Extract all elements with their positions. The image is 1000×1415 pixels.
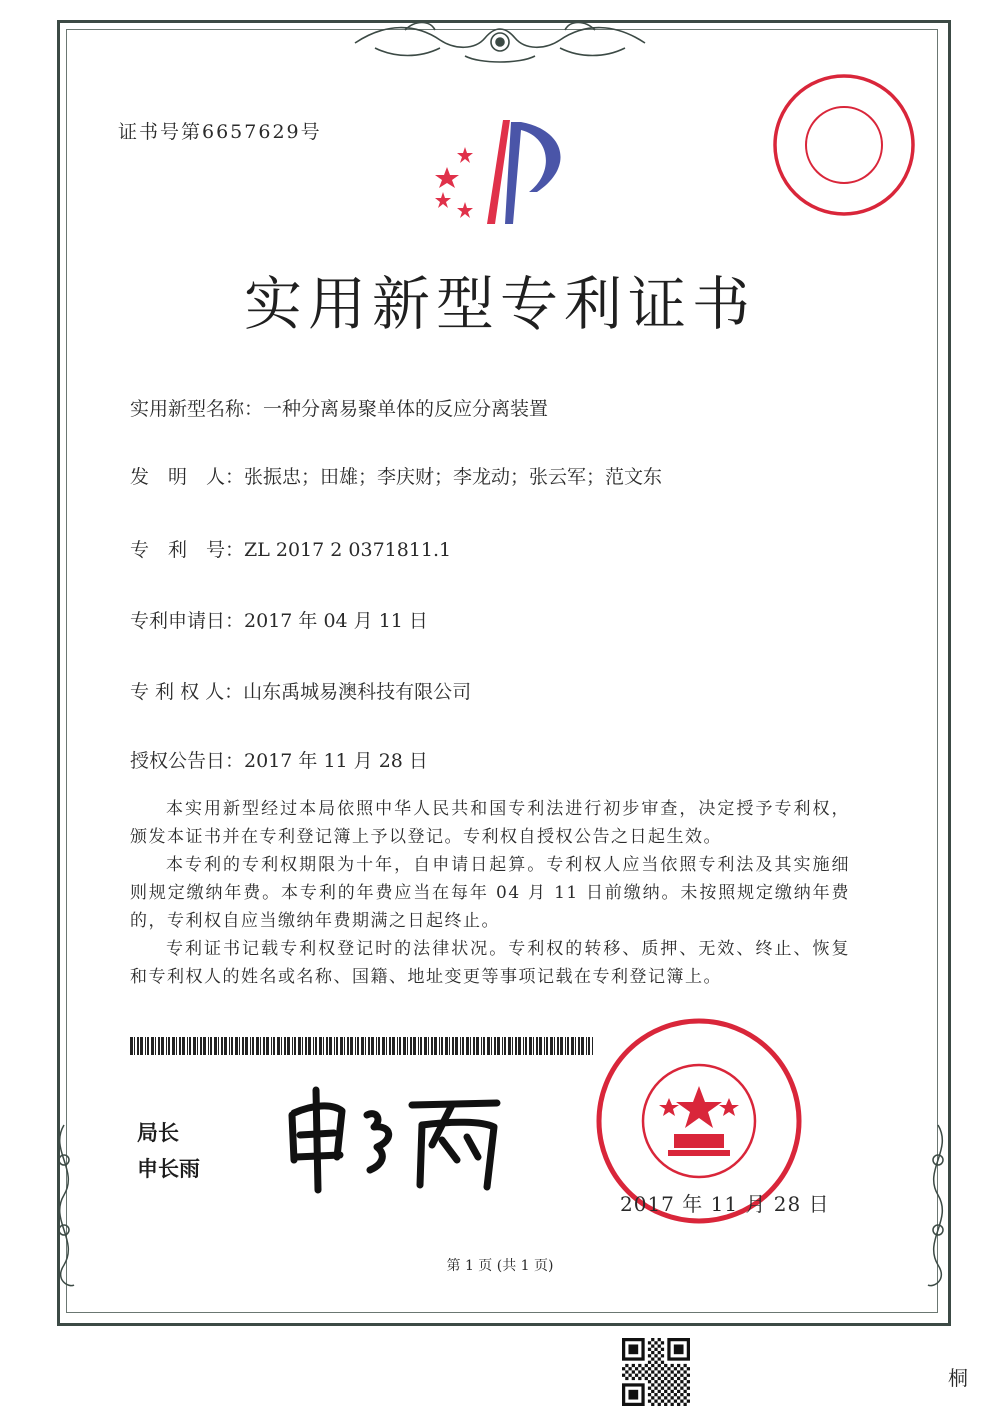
qr-code <box>622 1338 690 1406</box>
director-title: 局长 <box>137 1121 179 1145</box>
corner-character: 桐 <box>948 1366 968 1390</box>
seal-date: 2017 年 11 月 28 日 <box>620 1192 830 1216</box>
field-grant-date <box>130 746 428 773</box>
director-name: 申长雨 <box>137 1157 200 1181</box>
field-inventors <box>130 462 662 489</box>
field-patent-number <box>130 535 451 562</box>
field-patentee <box>130 677 471 704</box>
body-paragraph: 本专利的专利权期限为十年，自申请日起算。专利权人应当依照专利法及其实施细则规定缴纳年费。本专利的年费应当在每年 04 月 11 日前缴纳。未按照规定缴纳年费的，专利权自应当缴纳年费期满之日起终止。 <box>130 855 850 931</box>
certificate-title: 实用新型专利证书 <box>243 270 756 338</box>
patent-office-logo-icon <box>425 112 585 232</box>
field-label: 授权公告日： <box>130 750 245 772</box>
director-signature <box>282 1085 512 1195</box>
field-value: 一种分离易聚单体的反应分离装置 <box>263 398 549 420</box>
page-number: 第 1 页 (共 1 页) <box>446 1258 554 1274</box>
field-value: 张振忠；田雄；李庆财；李龙动；张云军；范文东 <box>244 466 663 488</box>
field-value: 2017 年 11 月 28 日 <box>244 750 428 772</box>
field-label: 专 利 号： <box>130 539 245 561</box>
top-ornament <box>345 18 655 68</box>
body-paragraph: 本实用新型经过本局依照中华人民共和国专利法进行初步审查，决定授予专利权，颁发本证书并在专利登记簿上予以登记。专利权自授权公告之日起生效。 <box>130 799 850 847</box>
body-paragraph: 专利证书记载专利权登记时的法律状况。专利权的转移、质押、无效、终止、恢复和专利权人的姓名或名称、国籍、地址变更等事项记载在专利登记簿上。 <box>130 939 850 987</box>
field-label: 专利申请日： <box>130 610 245 632</box>
field-value: 山东禹城易澳科技有限公司 <box>243 681 472 703</box>
field-label: 发 明 人： <box>130 466 245 488</box>
field-utility-model-name <box>130 394 548 421</box>
field-value: 2017 年 04 月 11 日 <box>244 610 428 632</box>
certificate-number: 证书号第6657629号 <box>118 121 322 143</box>
field-value: ZL 2017 2 0371811.1 <box>244 539 452 561</box>
tax-stamp-seal <box>771 72 917 218</box>
field-label: 专 利 权 人： <box>130 681 244 703</box>
field-label: 实用新型名称： <box>130 398 264 420</box>
barcode <box>130 1037 593 1055</box>
field-application-date <box>130 606 428 633</box>
